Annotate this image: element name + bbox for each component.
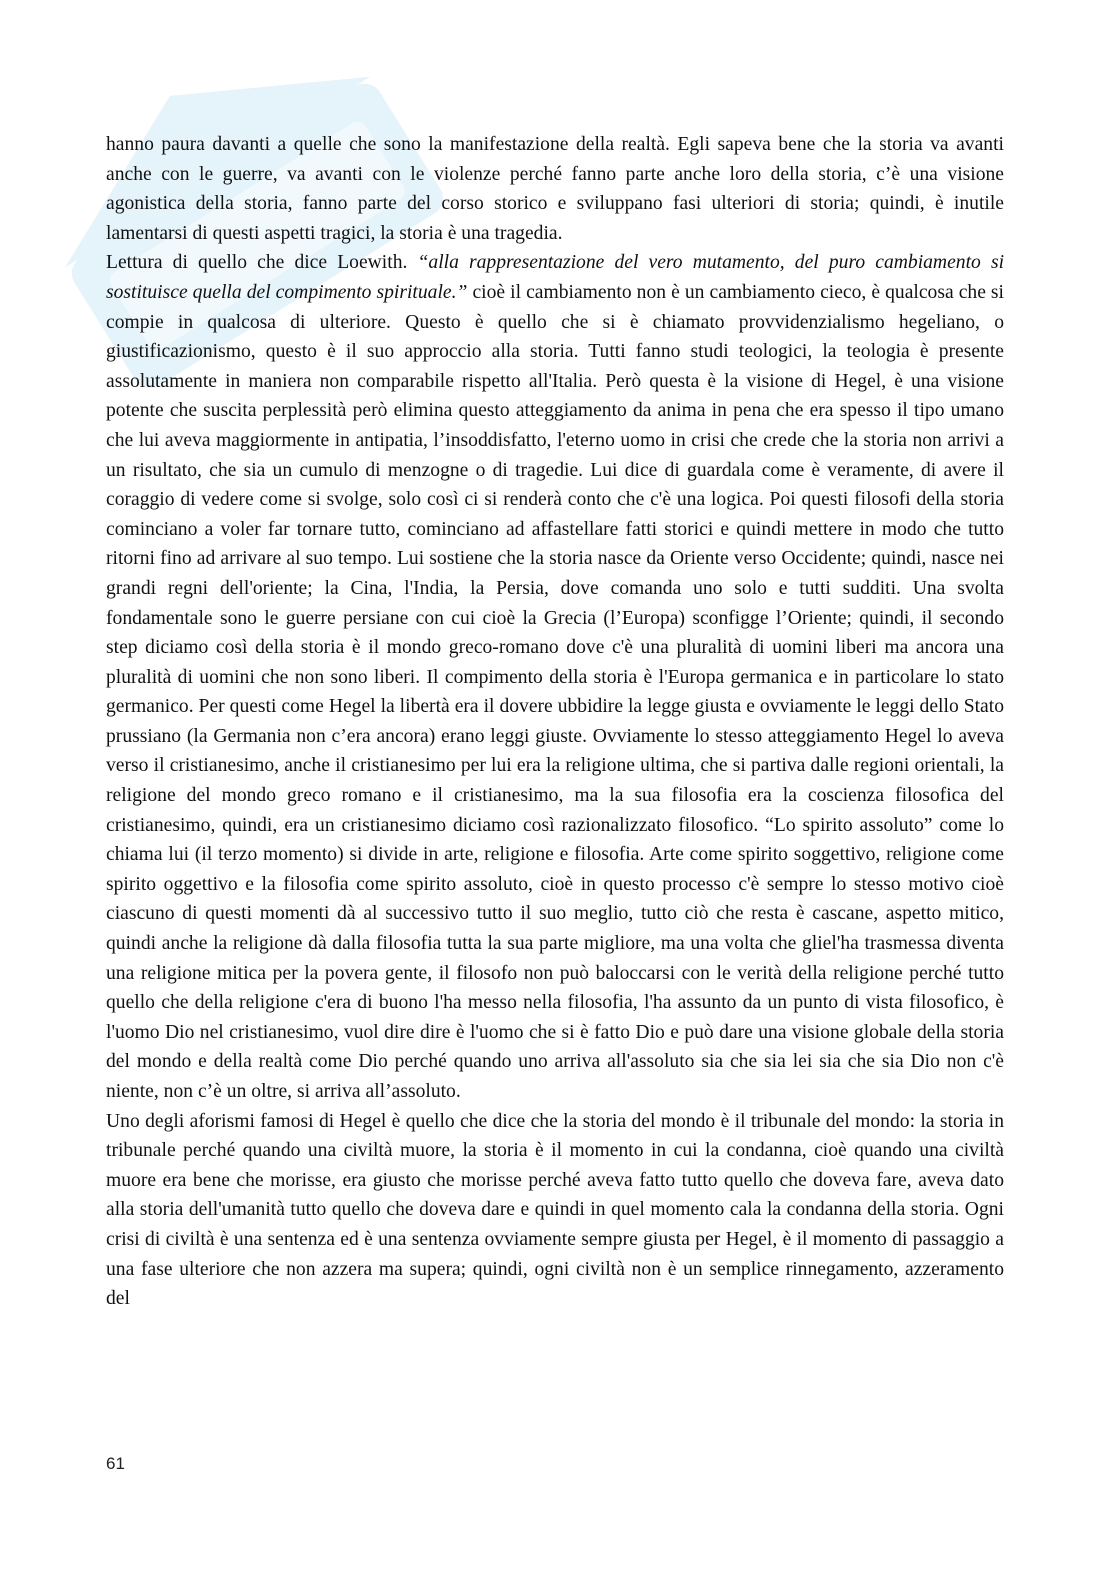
loewith-quote: “alla rappresentazione del vero mutamento, del puro cambiamento si sostituisce quella del compimento spirituale.” <box>106 252 1005 303</box>
paragraph-3-text: Uno degli aforismi famosi di Hegel è quello che dice che la storia del mondo è il tribunale del mondo: la storia in tribunale perché quando una civiltà muore, la storia è il momento in cui la condanna, cioè quando una civiltà muore era bene che morisse, era giusto che morisse perché aveva fatto tutto quello che doveva fare, aveva dato alla storia dell'umanità tutto quello che doveva dare e quindi in quel momento cala la condanna della storia. Ogni crisi di civiltà è una sentenza ed è una sentenza ovviamente sempre giusta per Hegel, è il momento di passaggio a una fase ulteriore che non azzera ma supera; quindi, ogni civiltà non è un semplice rinnegamento, azzeramento del <box>106 1110 1004 1310</box>
page-number: 61 <box>106 1454 125 1473</box>
paragraph-2-text: cioè il cambiamento non è un cambiamento cieco, è qualcosa che si compie in qualcosa di ulteriore. Questo è quello che si è chiamato provvidenzialismo hegeliano, o giustificazionismo, questo è il suo approccio alla storia. Tutti fanno studi teologici, la teologia è presente assolutamente in maniera non comparabile rispetto all'Italia. Però questa è la visione di Hegel, è una visione potente che suscita perplessità però elimina questo atteggiamento da anima in pena che era spesso il tipo umano che lui aveva maggiormente in antipatia, l’insoddisfatto, l'eterno uomo in crisi che crede che la storia non arrivi a un risultato, che sia un cumulo di menzogne o di tragedie. Lui dice di guardala come è veramente, di avere il coraggio di vedere come si svolge, solo così ci si renderà conto che c'è una logica. Poi questi filosofi della storia cominciano a voler far tornare tutto, cominciano ad affastellare fatti storici e quindi mettere in modo che tutto ritorni fino ad arrivare al suo tempo. Lui sostiene che la storia nasce da Oriente verso Occidente; quindi, nasce nei grandi regni dell'oriente; la Cina, l'India, la Persia, dove comanda uno solo e tutti sudditi. Una svolta fondamentale sono le guerre persiane con cui cioè la Grecia (l’Europa) sconfigge l’Oriente; quindi, il secondo step diciamo così della storia è il mondo greco-romano dove c'è una pluralità di uomini liberi ma ancora una pluralità di uomini che non sono liberi. Il compimento della storia è l'Europa germanica e in particolare lo stato germanico. Per questi come Hegel la libertà era il dovere ubbidire la legge giusta e ovviamente le leggi dello Stato prussiano (la Germania non c’era ancora) erano leggi giuste. Ovviamente lo stesso atteggiamento Hegel lo aveva verso il cristianesimo, anche il cristianesimo per lui era la religione ultima, che si partiva dalle regioni orientali, la religione del mondo greco romano e il cristianesimo, ma la sua filosofia era la coscienza filosofica del cristianesimo, quindi, era un cristianesimo diciamo così razionalizzato filosofico. “Lo spirito assoluto” come lo chiama lui (il terzo momento) si divide in arte, religione e filosofia. Arte come spirito soggettivo, religione come spirito oggettivo e la filosofia come spirito assoluto, cioè in questo processo c'è sempre lo stesso motivo cioè ciascuno di questi momenti dà al successivo tutto il suo meglio, tutto ciò che resta è cascane, aspetto mitico, quindi anche la religione dà dalla filosofia tutta la sua parte migliore, ma una volta che gliel'ha trasmessa diventa una religione mitica per la povera gente, il filosofo non può baloccarsi con le verità della religione perché tutto quello che della religione c'era di buono l'ha messo nella filosofia, l'ha assunto da un punto di vista filosofico, è l'uomo Dio nel cristianesimo, vuol dire dire è l'uomo che si è fatto Dio e può dare una visione globale della storia del mondo e della realtà come Dio perché quando uno arriva all'assoluto sia che sia lei sia che sia Dio non c'è niente, non c’è un oltre, si arriva all’assoluto. <box>106 281 1005 1102</box>
paragraph-3 <box>106 1107 1004 1314</box>
paragraph-1 <box>106 130 1004 248</box>
body-text <box>106 130 1004 1314</box>
paragraph-2-intro: Lettura di quello che dice Loewith. <box>106 252 418 274</box>
paragraph-2 <box>106 248 1004 1106</box>
paragraph-1-text: hanno paura davanti a quelle che sono la manifestazione della realtà. Egli sapeva bene che la storia va avanti anche con le guerre, va avanti con le violenze perché fanno parte anche loro della storia, c’è una visione agonistica della storia, fanno parte del corso storico e sviluppano fasi ulteriori di storia; quindi, è inutile lamentarsi di questi aspetti tragici, la storia è una tragedia. <box>106 134 1004 244</box>
